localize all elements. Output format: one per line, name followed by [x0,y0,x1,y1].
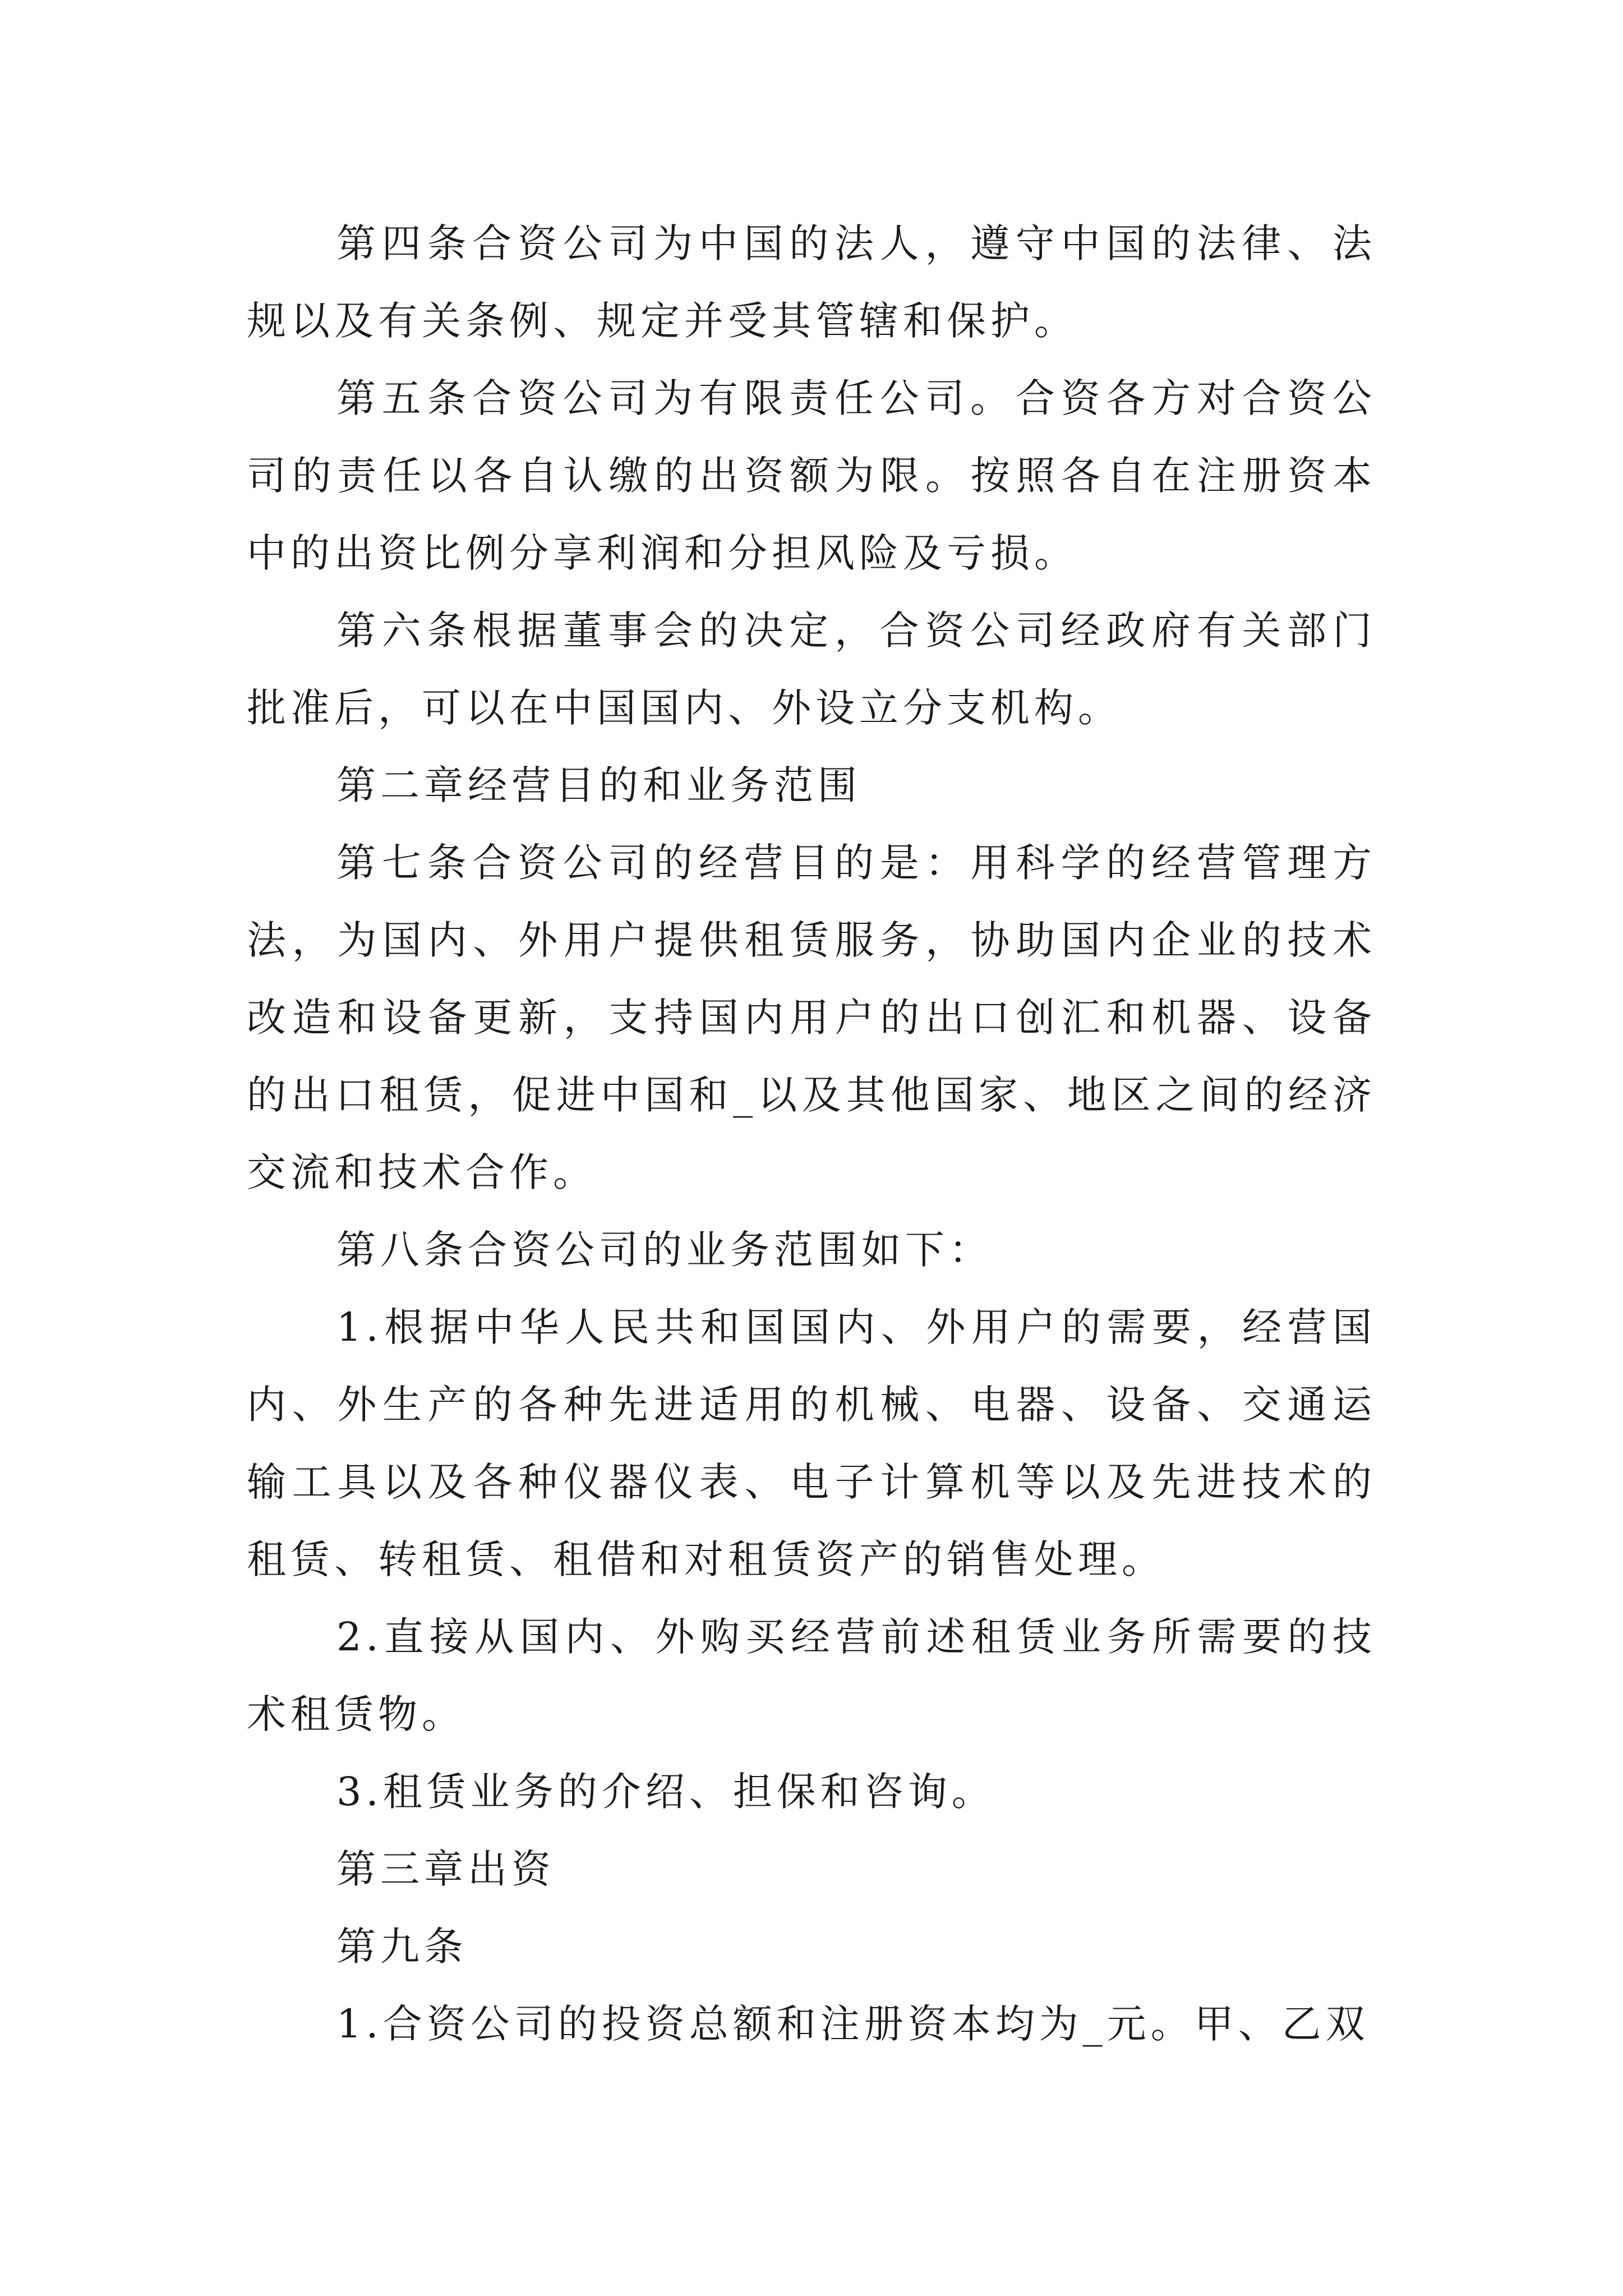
chapter-2-heading: 第二章经营目的和业务范围 [336,762,861,808]
article-8-item-1: 1.根据中华人民共和国国内、外用户的需要，经营国内、外生产的各种先进适用的机械、电器、设备、交通运输工具以及各种仪器仪表、电子计算机等以及先进技术的租赁、转租赁、租借和对租赁资产的销售处理。 [247,1304,1376,1582]
article-7-paragraph: 第七条合资公司的经营目的是：用科学的经营管理方法，为国内、外用户提供租赁服务，协助国内企业的技术改造和设备更新，支持国内用户的出口创汇和机器、设备的出口租赁，促进中国和_以及其他国家、地区之间的经济交流和技术合作。 [247,840,1376,1195]
article-4-paragraph: 第四条合资公司为中国的法人，遵守中国的法律、法规以及有关条例、规定并受其管辖和保护。 [247,220,1376,344]
article-8-paragraph: 第八条合资公司的业务范围如下： [336,1227,993,1273]
document-body [247,205,1376,2063]
chapter-3-heading: 第三章出资 [336,1846,555,1892]
article-8-item-3: 3.租赁业务的介绍、担保和咨询。 [336,1769,995,1815]
article-8-item-2: 2.直接从国内、外购买经营前述租赁业务所需要的技术租赁物。 [247,1614,1376,1737]
article-6-paragraph: 第六条根据董事会的决定，合资公司经政府有关部门批准后，可以在中国国内、外设立分支机构。 [247,608,1376,731]
article-9-heading: 第九条 [336,1924,468,1970]
article-9-item-1: 1.合资公司的投资总额和注册资本均为_元。甲、乙双 [336,2001,1370,2047]
article-5-paragraph: 第五条合资公司为有限责任公司。合资各方对合资公司的责任以各自认缴的出资额为限。按照各自在注册资本中的出资比例分享利润和分担风险及亏损。 [247,375,1376,576]
